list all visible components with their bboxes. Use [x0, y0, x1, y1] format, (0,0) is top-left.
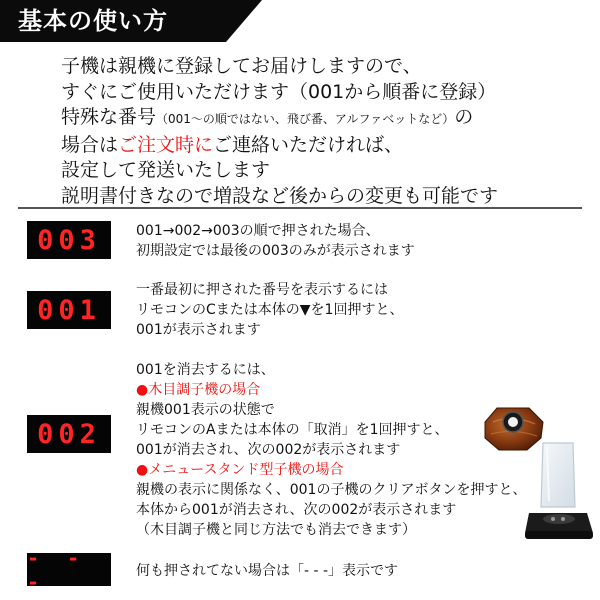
order-time-highlight: ご注文時に [118, 133, 214, 156]
intro-line-6: 説明書付きなので増設など後からの変更も可能です [61, 184, 499, 207]
display-badge-empty: - - - [27, 553, 111, 586]
section-003-line-1: 001→002→003の順で押された場合、 [136, 223, 380, 239]
intro-text [61, 54, 591, 209]
intro-line-3 [61, 105, 591, 133]
section-001-text [136, 280, 403, 340]
section-empty-line-1: 何も押されてない場合は「- - -」表示です [136, 563, 399, 579]
section-001-line-2: リモコンのCまたは本体の▼を1回押すと、 [136, 302, 404, 318]
section-002-line-5: 001が消去され、次の002が表示されます [136, 442, 401, 458]
intro-line-1: 子機は親機に登録してお届けしますので、 [61, 55, 422, 77]
intro-line-3-b: の [454, 106, 474, 128]
section-002-line-3: 親機001表示の状態で [136, 402, 275, 418]
display-badge-001: 001 [27, 291, 111, 329]
intro-line-2: すぐにご使用いただけます（001から順番に登録） [61, 80, 497, 103]
section-003-text [136, 221, 415, 261]
section-002-line-7: 親機の表示に関係なく、001の子機のクリアボタンを押すと、 [136, 482, 527, 498]
page-title: 基本の使い方 [18, 7, 168, 35]
section-003-line-2: 初期設定では最後の003のみが表示されます [136, 243, 415, 259]
menu-stand-pager-heading: ●メニュースタンド型子機の場合 [136, 462, 344, 478]
section-empty-text [136, 561, 398, 581]
menu-stand-pager-device-icon [523, 441, 598, 544]
section-002-line-1: 001を消去するには、 [136, 362, 275, 378]
section-002-line-4: リモコンのAまたは本体の「取消」を1回押すと、 [136, 422, 449, 438]
wooden-pager-heading: ●木目調子機の場合 [136, 382, 261, 398]
section-002-text [136, 360, 526, 540]
section-002-line-8: 本体から001が消去され、次の002が表示されます [136, 502, 457, 518]
section-001-line-1: 一番最初に押された番号を表示するには [136, 282, 388, 298]
section-divider [18, 207, 582, 209]
intro-line-5: 設定して発送いたします [61, 159, 271, 181]
intro-line-3-a: 特殊な番号 [61, 106, 157, 128]
section-002-line-9: （木目調子機と同じ方法でも消去できます） [136, 522, 416, 538]
intro-line-3-note: （001～の順ではない、飛び番、アルファベットなど） [156, 112, 455, 126]
display-badge-003: 003 [27, 221, 111, 259]
display-badge-002: 002 [27, 415, 111, 453]
intro-line-4 [61, 133, 591, 159]
intro-line-4-b: ご連絡いただければ、 [213, 133, 404, 156]
header-bar [0, 0, 600, 42]
section-001-line-3: 001が表示されます [136, 322, 261, 338]
intro-line-4-a: 場合は [61, 133, 119, 156]
